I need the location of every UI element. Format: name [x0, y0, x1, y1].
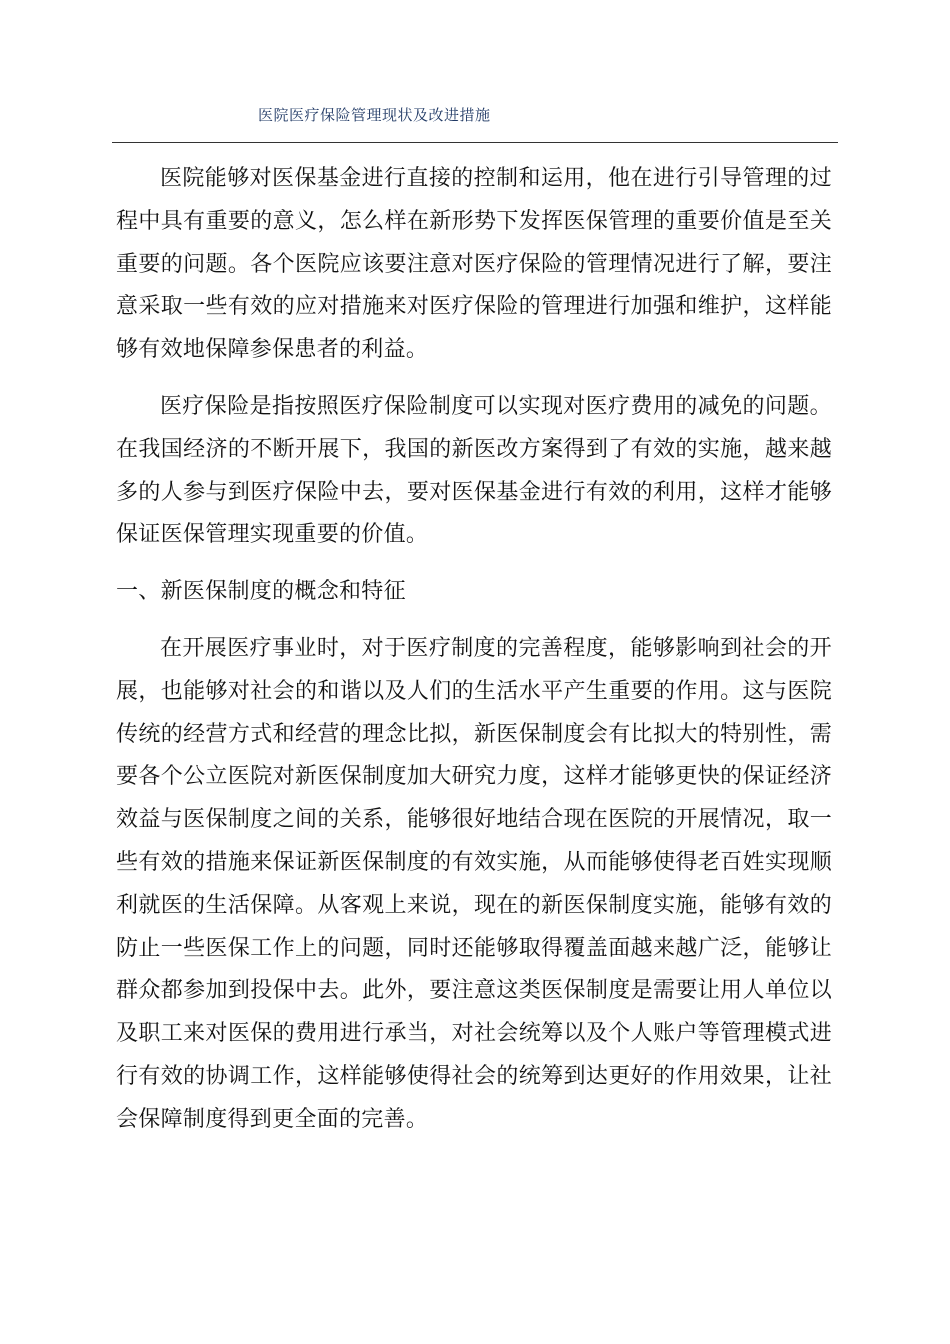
running-header: 医院医疗保险管理现状及改进措施 [258, 106, 491, 124]
header-divider [112, 142, 838, 143]
body-paragraph-3: 在开展医疗事业时，对于医疗制度的完善程度，能够影响到社会的开展，也能够对社会的和谐以及人们的生活水平产生重要的作用。这与医院传统的经营方式和经营的理念比拟，新医保制度会有比拟大的特别性，需要各个公立医院对新医保制度加大研究力度，这样才能够更快的保证经济效益与医保制度之间的关系，能够很好地结合现在医院的开展情况，取一些有效的措施来保证新医保制度的有效实施，从而能够使得老百姓实现顺利就医的生活保障。从客观上来说，现在的新医保制度实施，能够有效的防止一些医保工作上的问题，同时还能够取得覆盖面越来越广泛，能够让群众都参加到投保中去。此外，要注意这类医保制度是需要让用人单位以及职工来对医保的费用进行承当，对社会统筹以及个人账户等管理模式进行有效的协调工作，这样能够使得社会的统筹到达更好的作用效果，让社会保障制度得到更全面的完善。 [116, 635, 832, 1132]
document-body [116, 158, 832, 1142]
body-paragraph-2: 医疗保险是指按照医疗保险制度可以实现对医疗费用的减免的问题。在我国经济的不断开展下，我国的新医改方案得到了有效的实施，越来越多的人参与到医疗保险中去，要对医保基金进行有效的利用，这样才能够保证医保管理实现重要的价值。 [116, 393, 832, 548]
section-heading-1: 一、新医保制度的概念和特征 [116, 579, 406, 605]
body-paragraph-1: 医院能够对医保基金进行直接的控制和运用，他在进行引导管理的过程中具有重要的意义，怎么样在新形势下发挥医保管理的重要价值是至关重要的问题。各个医院应该要注意对医疗保险的管理情况进行了解，要注意采取一些有效的应对措施来对医疗保险的管理进行加强和维护，这样能够有效地保障参保患者的利益。 [116, 166, 832, 363]
